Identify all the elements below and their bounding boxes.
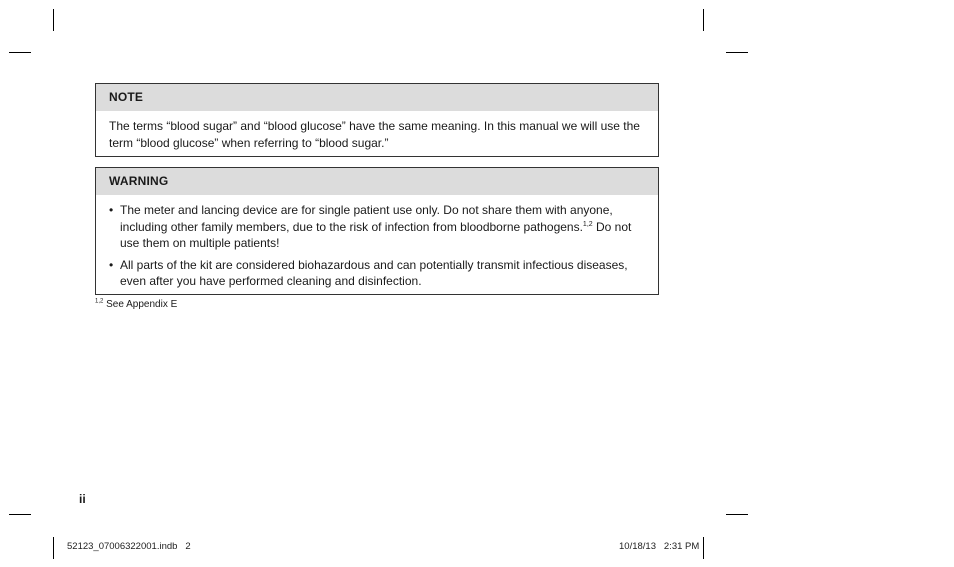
crop-mark-bottom-right-vertical xyxy=(703,537,704,559)
page-number: ii xyxy=(79,492,86,506)
crop-mark-top-left-vertical xyxy=(53,9,54,31)
warning-box xyxy=(95,167,659,295)
crop-mark-top-right-vertical xyxy=(703,9,704,31)
crop-mark-top-left-horizontal xyxy=(9,52,31,53)
crop-mark-top-right-horizontal xyxy=(726,52,748,53)
crop-mark-bottom-left-horizontal xyxy=(9,514,31,515)
note-box xyxy=(95,83,659,157)
warning-body xyxy=(96,195,658,301)
crop-mark-bottom-left-vertical xyxy=(53,537,54,559)
warning-heading: WARNING xyxy=(96,168,658,195)
footnote-reference: 1,2 xyxy=(95,298,104,305)
warning-item-1-reference: 1,2 xyxy=(582,220,593,228)
crop-mark-bottom-right-horizontal xyxy=(726,514,748,515)
note-heading: NOTE xyxy=(96,84,658,111)
note-text: The terms “blood sugar” and “blood glucose” have the same meaning. In this manual we will use the term “blood glucose” when referring to “blood sugar.” xyxy=(109,119,640,150)
slug-filename: 52123_07006322001.indb 2 xyxy=(67,541,191,552)
footnote-text: See Appendix E xyxy=(103,299,178,310)
footnote xyxy=(95,299,177,310)
bullet-icon: • xyxy=(109,203,114,217)
warning-item-1-tail: Do not use them on multiple patients! xyxy=(120,219,632,250)
slug-datetime: 10/18/13 2:31 PM xyxy=(619,541,700,552)
bullet-icon: • xyxy=(109,257,114,272)
warning-item-2 xyxy=(109,257,645,290)
warning-item-1 xyxy=(109,202,645,252)
warning-item-1-text: The meter and lancing device are for single patient use only. Do not share them with anyone, including other family members, due to the risk of infection from bloodborne pathogens. xyxy=(120,203,613,234)
warning-item-2-text: All parts of the kit are considered biohazardous and can potentially transmit infectious diseases, even after you have performed cleaning and disinfection. xyxy=(120,257,628,288)
